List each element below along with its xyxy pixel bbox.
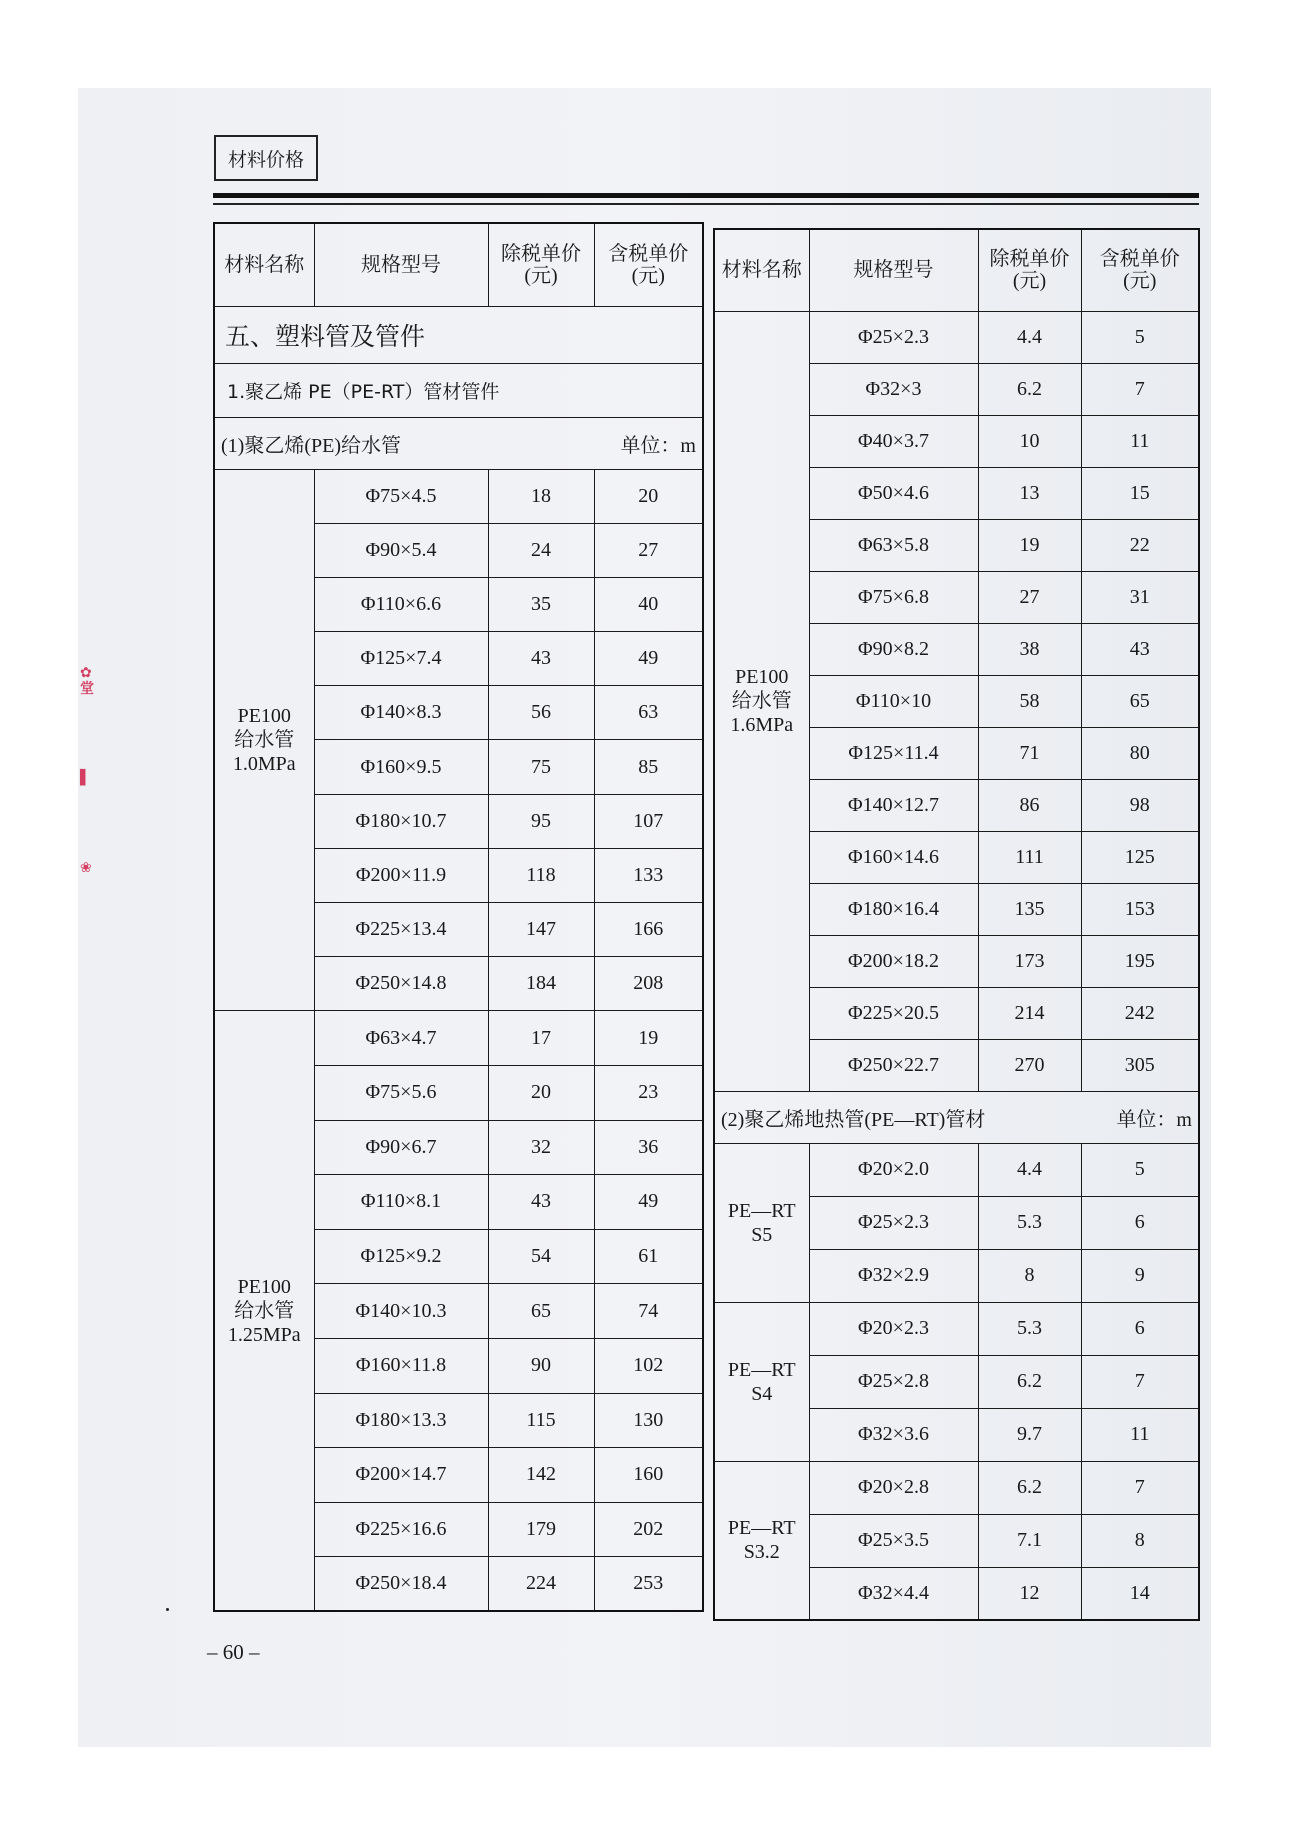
inc-tax-price-cell: 20 — [594, 469, 703, 523]
ex-tax-price-cell: 95 — [488, 794, 594, 848]
spec-cell: Φ125×9.2 — [314, 1229, 488, 1284]
ex-tax-price-cell: 58 — [978, 675, 1081, 727]
table-row — [714, 311, 1199, 363]
inc-tax-price-cell: 242 — [1081, 987, 1199, 1039]
column-header-inc-tax-price: 含税单价 (元) — [594, 223, 703, 306]
subsection-title-row-cell: 1.聚乙烯 PE（PE-RT）管材管件 — [214, 363, 703, 417]
spec-cell: Φ25×2.3 — [809, 1196, 978, 1249]
spec-cell: Φ32×4.4 — [809, 1567, 978, 1620]
group-title-row-cell: (1)聚乙烯(PE)给水管 单位：m — [214, 417, 703, 469]
inc-tax-price-cell: 208 — [594, 957, 703, 1011]
spec-cell: Φ75×6.8 — [809, 571, 978, 623]
ex-tax-price-cell: 5.3 — [978, 1302, 1081, 1355]
group-title-row-cell: (2)聚乙烯地热管(PE—RT)管材 单位：m — [714, 1091, 1199, 1143]
inc-tax-price-cell: 7 — [1081, 1355, 1199, 1408]
category-tag: 材料价格 — [214, 135, 318, 181]
subsection-title-row — [214, 363, 703, 417]
ex-tax-price-cell: 135 — [978, 883, 1081, 935]
spec-cell: Φ225×20.5 — [809, 987, 978, 1039]
spec-cell: Φ250×18.4 — [314, 1557, 488, 1612]
ex-tax-price-cell: 4.4 — [978, 1143, 1081, 1196]
inc-tax-price-cell: 36 — [594, 1120, 703, 1175]
inc-tax-price-cell: 61 — [594, 1229, 703, 1284]
spec-cell: Φ140×12.7 — [809, 779, 978, 831]
ex-tax-price-cell: 17 — [488, 1011, 594, 1066]
inc-tax-price-cell: 14 — [1081, 1567, 1199, 1620]
inc-tax-price-cell: 27 — [594, 523, 703, 577]
material-name: PE100 给水管 1.25MPa — [214, 1011, 314, 1612]
ex-tax-price-cell: 56 — [488, 686, 594, 740]
spec-cell: Φ32×2.9 — [809, 1249, 978, 1302]
group-title-row — [714, 1091, 1199, 1143]
table-row — [214, 469, 703, 523]
ex-tax-price-cell: 20 — [488, 1065, 594, 1120]
column-header-inc-tax-price: 含税单价 (元) — [1081, 229, 1199, 311]
ex-tax-price-cell: 75 — [488, 740, 594, 794]
inc-tax-price-cell: 22 — [1081, 519, 1199, 571]
ex-tax-price-cell: 184 — [488, 957, 594, 1011]
inc-tax-price-cell: 8 — [1081, 1514, 1199, 1567]
inc-tax-price-cell: 23 — [594, 1065, 703, 1120]
section-title-row-cell: 五、塑料管及管件 — [214, 306, 703, 363]
ex-tax-price-cell: 173 — [978, 935, 1081, 987]
table-row — [714, 1302, 1199, 1355]
table-row — [214, 1011, 703, 1066]
spec-cell: Φ225×16.6 — [314, 1502, 488, 1557]
ex-tax-price-cell: 115 — [488, 1393, 594, 1448]
spec-cell: Φ200×18.2 — [809, 935, 978, 987]
inc-tax-price-cell: 166 — [594, 903, 703, 957]
inc-tax-price-cell: 63 — [594, 686, 703, 740]
ex-tax-price-cell: 43 — [488, 1175, 594, 1230]
ex-tax-price-cell: 142 — [488, 1448, 594, 1503]
right-price-table — [713, 228, 1200, 1621]
inc-tax-price-cell: 80 — [1081, 727, 1199, 779]
inc-tax-price-cell: 98 — [1081, 779, 1199, 831]
ex-tax-price-cell: 9.7 — [978, 1408, 1081, 1461]
table-row — [714, 1461, 1199, 1514]
ex-tax-price-cell: 111 — [978, 831, 1081, 883]
spec-cell: Φ75×5.6 — [314, 1065, 488, 1120]
column-header-spec: 规格型号 — [314, 223, 488, 306]
inc-tax-price-cell: 195 — [1081, 935, 1199, 987]
spec-cell: Φ90×6.7 — [314, 1120, 488, 1175]
inc-tax-price-cell: 6 — [1081, 1302, 1199, 1355]
inc-tax-price-cell: 85 — [594, 740, 703, 794]
spec-cell: Φ90×8.2 — [809, 623, 978, 675]
ex-tax-price-cell: 43 — [488, 632, 594, 686]
spec-cell: Φ180×10.7 — [314, 794, 488, 848]
column-header-ex-tax-price: 除税单价 (元) — [488, 223, 594, 306]
ex-tax-price-cell: 224 — [488, 1557, 594, 1612]
spec-cell: Φ75×4.5 — [314, 469, 488, 523]
spec-cell: Φ180×13.3 — [314, 1393, 488, 1448]
ex-tax-price-cell: 24 — [488, 523, 594, 577]
inc-tax-price-cell: 11 — [1081, 415, 1199, 467]
spec-cell: Φ160×11.8 — [314, 1338, 488, 1393]
spec-cell: Φ25×2.3 — [809, 311, 978, 363]
spec-cell: Φ200×14.7 — [314, 1448, 488, 1503]
ex-tax-price-cell: 6.2 — [978, 363, 1081, 415]
inc-tax-price-cell: 49 — [594, 632, 703, 686]
ex-tax-price-cell: 6.2 — [978, 1355, 1081, 1408]
spec-cell: Φ160×14.6 — [809, 831, 978, 883]
inc-tax-price-cell: 160 — [594, 1448, 703, 1503]
spec-cell: Φ20×2.3 — [809, 1302, 978, 1355]
inc-tax-price-cell: 74 — [594, 1284, 703, 1339]
ex-tax-price-cell: 35 — [488, 577, 594, 631]
ex-tax-price-cell: 5.3 — [978, 1196, 1081, 1249]
inc-tax-price-cell: 153 — [1081, 883, 1199, 935]
spec-cell: Φ110×6.6 — [314, 577, 488, 631]
material-name: PE—RT S4 — [714, 1302, 809, 1461]
ex-tax-price-cell: 32 — [488, 1120, 594, 1175]
page-number: – 60 – — [207, 1640, 260, 1664]
material-name: PE—RT S5 — [714, 1143, 809, 1302]
spec-cell: Φ50×4.6 — [809, 467, 978, 519]
inc-tax-price-cell: 202 — [594, 1502, 703, 1557]
ex-tax-price-cell: 38 — [978, 623, 1081, 675]
ex-tax-price-cell: 86 — [978, 779, 1081, 831]
table-header-row — [214, 223, 703, 306]
spec-cell: Φ25×2.8 — [809, 1355, 978, 1408]
inc-tax-price-cell: 43 — [1081, 623, 1199, 675]
inc-tax-price-cell: 6 — [1081, 1196, 1199, 1249]
column-header-ex-tax-price: 除税单价 (元) — [978, 229, 1081, 311]
inc-tax-price-cell: 11 — [1081, 1408, 1199, 1461]
spec-cell: Φ20×2.8 — [809, 1461, 978, 1514]
ex-tax-price-cell: 10 — [978, 415, 1081, 467]
spec-cell: Φ140×8.3 — [314, 686, 488, 740]
inc-tax-price-cell: 107 — [594, 794, 703, 848]
spec-cell: Φ63×5.8 — [809, 519, 978, 571]
inc-tax-price-cell: 253 — [594, 1557, 703, 1612]
ex-tax-price-cell: 90 — [488, 1338, 594, 1393]
spec-cell: Φ32×3 — [809, 363, 978, 415]
group-title-row — [214, 417, 703, 469]
inc-tax-price-cell: 305 — [1081, 1039, 1199, 1091]
ex-tax-price-cell: 54 — [488, 1229, 594, 1284]
column-header-name: 材料名称 — [214, 223, 314, 306]
ex-tax-price-cell: 7.1 — [978, 1514, 1081, 1567]
red-stamp-fragment: ▌ — [80, 770, 91, 786]
ex-tax-price-cell: 6.2 — [978, 1461, 1081, 1514]
inc-tax-price-cell: 40 — [594, 577, 703, 631]
column-header-name: 材料名称 — [714, 229, 809, 311]
ex-tax-price-cell: 147 — [488, 903, 594, 957]
spec-cell: Φ40×3.7 — [809, 415, 978, 467]
red-stamp-fragment: ❀ — [80, 860, 92, 876]
ex-tax-price-cell: 71 — [978, 727, 1081, 779]
ex-tax-price-cell: 12 — [978, 1567, 1081, 1620]
ex-tax-price-cell: 19 — [978, 519, 1081, 571]
spec-cell: Φ125×7.4 — [314, 632, 488, 686]
scan-speck — [166, 1608, 169, 1611]
material-name: PE100 给水管 1.6MPa — [714, 311, 809, 1091]
spec-cell: Φ250×22.7 — [809, 1039, 978, 1091]
header-rule-thick — [213, 193, 1199, 198]
column-header-spec: 规格型号 — [809, 229, 978, 311]
spec-cell: Φ25×3.5 — [809, 1514, 978, 1567]
spec-cell: Φ32×3.6 — [809, 1408, 978, 1461]
spec-cell: Φ63×4.7 — [314, 1011, 488, 1066]
inc-tax-price-cell: 65 — [1081, 675, 1199, 727]
inc-tax-price-cell: 5 — [1081, 311, 1199, 363]
spec-cell: Φ200×11.9 — [314, 848, 488, 902]
ex-tax-price-cell: 270 — [978, 1039, 1081, 1091]
spec-cell: Φ180×16.4 — [809, 883, 978, 935]
header-rule-thin — [213, 203, 1199, 205]
inc-tax-price-cell: 5 — [1081, 1143, 1199, 1196]
material-name: PE100 给水管 1.0MPa — [214, 469, 314, 1011]
spec-cell: Φ160×9.5 — [314, 740, 488, 794]
inc-tax-price-cell: 19 — [594, 1011, 703, 1066]
inc-tax-price-cell: 9 — [1081, 1249, 1199, 1302]
ex-tax-price-cell: 18 — [488, 469, 594, 523]
spec-cell: Φ110×10 — [809, 675, 978, 727]
inc-tax-price-cell: 102 — [594, 1338, 703, 1393]
table-row — [714, 1143, 1199, 1196]
ex-tax-price-cell: 118 — [488, 848, 594, 902]
spec-cell: Φ140×10.3 — [314, 1284, 488, 1339]
inc-tax-price-cell: 7 — [1081, 363, 1199, 415]
spec-cell: Φ90×5.4 — [314, 523, 488, 577]
section-title-row — [214, 306, 703, 363]
spec-cell: Φ250×14.8 — [314, 957, 488, 1011]
ex-tax-price-cell: 13 — [978, 467, 1081, 519]
inc-tax-price-cell: 15 — [1081, 467, 1199, 519]
spec-cell: Φ20×2.0 — [809, 1143, 978, 1196]
inc-tax-price-cell: 7 — [1081, 1461, 1199, 1514]
ex-tax-price-cell: 214 — [978, 987, 1081, 1039]
inc-tax-price-cell: 49 — [594, 1175, 703, 1230]
ex-tax-price-cell: 4.4 — [978, 311, 1081, 363]
ex-tax-price-cell: 179 — [488, 1502, 594, 1557]
inc-tax-price-cell: 125 — [1081, 831, 1199, 883]
inc-tax-price-cell: 130 — [594, 1393, 703, 1448]
spec-cell: Φ225×13.4 — [314, 903, 488, 957]
material-name: PE—RT S3.2 — [714, 1461, 809, 1620]
inc-tax-price-cell: 133 — [594, 848, 703, 902]
ex-tax-price-cell: 8 — [978, 1249, 1081, 1302]
spec-cell: Φ125×11.4 — [809, 727, 978, 779]
spec-cell: Φ110×8.1 — [314, 1175, 488, 1230]
red-stamp-fragment: ✿ 堂 — [80, 665, 94, 697]
ex-tax-price-cell: 65 — [488, 1284, 594, 1339]
ex-tax-price-cell: 27 — [978, 571, 1081, 623]
inc-tax-price-cell: 31 — [1081, 571, 1199, 623]
table-header-row — [714, 229, 1199, 311]
left-price-table — [213, 222, 704, 1612]
